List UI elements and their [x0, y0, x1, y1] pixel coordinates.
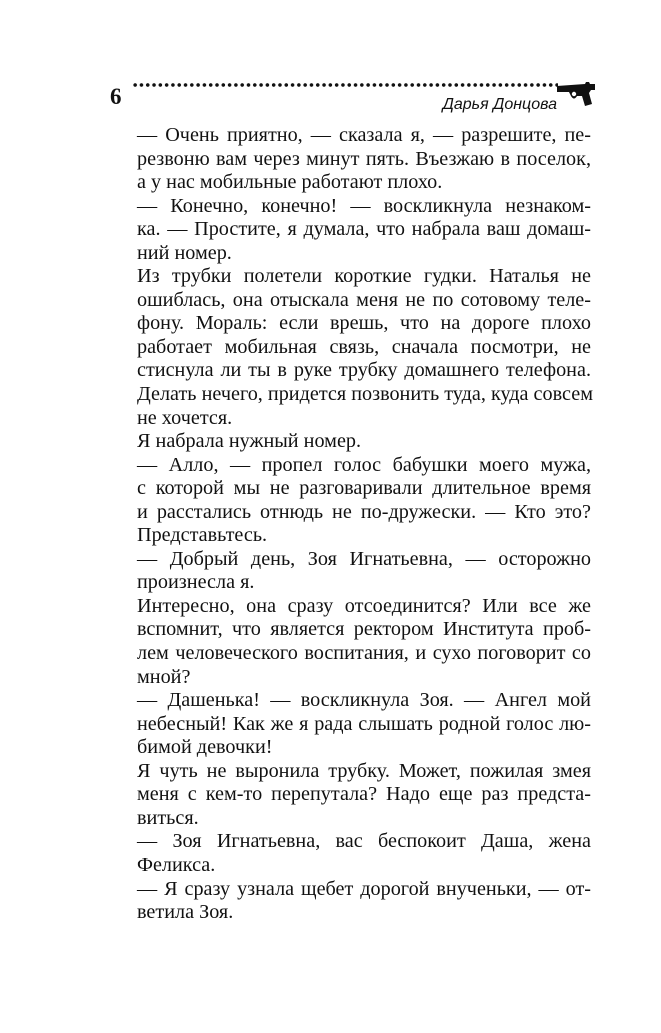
text-line: виться. [137, 806, 199, 829]
text-line: — Очень приятно, — сказала я, — разрешите, пе- [137, 124, 591, 146]
text-line: произнесла я. [137, 571, 255, 594]
paragraph [111, 454, 591, 548]
page-number: 6 [110, 84, 122, 109]
text-line: с которой мы не разговаривали длительное время [137, 477, 591, 500]
text-line: — Добрый день, Зоя Игнатьевна, — осторожно [137, 547, 591, 570]
text-line: ний номер. [137, 241, 232, 264]
text-line: вспомнит, что является ректором Института проб- [137, 618, 591, 641]
text-line: резвоню вам через минут пять. Въезжаю в поселок, [137, 147, 591, 170]
paragraph [111, 689, 591, 760]
text-line: — Конечно, конечно! — воскликнула незнаком- [137, 194, 591, 217]
text-line: Феликса. [137, 853, 216, 876]
text-line: мной? [137, 665, 191, 688]
paragraph [111, 430, 591, 454]
body-text [111, 124, 591, 925]
text-line: стиснула ли ты в руке трубку домашнего телефона. [137, 359, 591, 382]
text-line: Представьтесь. [137, 524, 268, 547]
text-line: меня с кем-то перепутала? Надо еще раз предста- [137, 783, 591, 806]
text-line: небесный! Как же я рада слышать родной голос лю- [137, 712, 591, 735]
text-line: — Зоя Игнатьевна, вас беспокоит Даша, жена [137, 830, 591, 853]
text-line: — Дашенька! — воскликнула Зоя. — Ангел мой [137, 689, 591, 712]
text-line: работает мобильная связь, сначала посмотри, не [137, 335, 591, 358]
paragraph [111, 878, 591, 925]
paragraph [111, 124, 591, 195]
text-line: фону. Мораль: если врешь, что на дороге плохо [137, 312, 591, 335]
paragraph [111, 265, 591, 430]
paragraph [111, 595, 591, 689]
author-name: Дарья Донцова [442, 96, 557, 113]
text-line: — Я сразу узнала щебет дорогой внученьки, — от- [137, 877, 591, 900]
text-line: Интересно, она сразу отсоединится? Или все же [137, 594, 591, 617]
text-line: ошиблась, она отыскала меня не по сотовому теле- [137, 288, 591, 311]
paragraph [111, 760, 591, 831]
text-line: лем человеческого воспитания, и сухо поговорит со [137, 642, 591, 665]
paragraph [111, 195, 591, 266]
text-line: и расстались отнюдь не по-дружески. — Кто это? [137, 500, 591, 523]
text-line: Я набрала нужный номер. [137, 430, 362, 453]
text-line: а у нас мобильные работают плохо. [137, 171, 443, 194]
text-line: ка. — Простите, я думала, что набрала ваш домаш- [137, 218, 591, 241]
text-line: Я чуть не выронила трубку. Может, пожилая змея [137, 759, 591, 782]
text-line: не хочется. [137, 406, 233, 429]
text-line: Делать нечего, придется позвонить туда, куда совсем [137, 383, 593, 406]
text-line: — Алло, — пропел голос бабушки моего мужа, [137, 453, 591, 476]
paragraph [111, 830, 591, 877]
text-line: ветила Зоя. [137, 901, 234, 924]
paragraph [111, 548, 591, 595]
text-line: Из трубки полетели короткие гудки. Наталья не [137, 265, 591, 288]
revolver-icon [555, 80, 599, 108]
dotted-rule [132, 80, 558, 90]
text-line: бимой девочки! [137, 736, 273, 759]
